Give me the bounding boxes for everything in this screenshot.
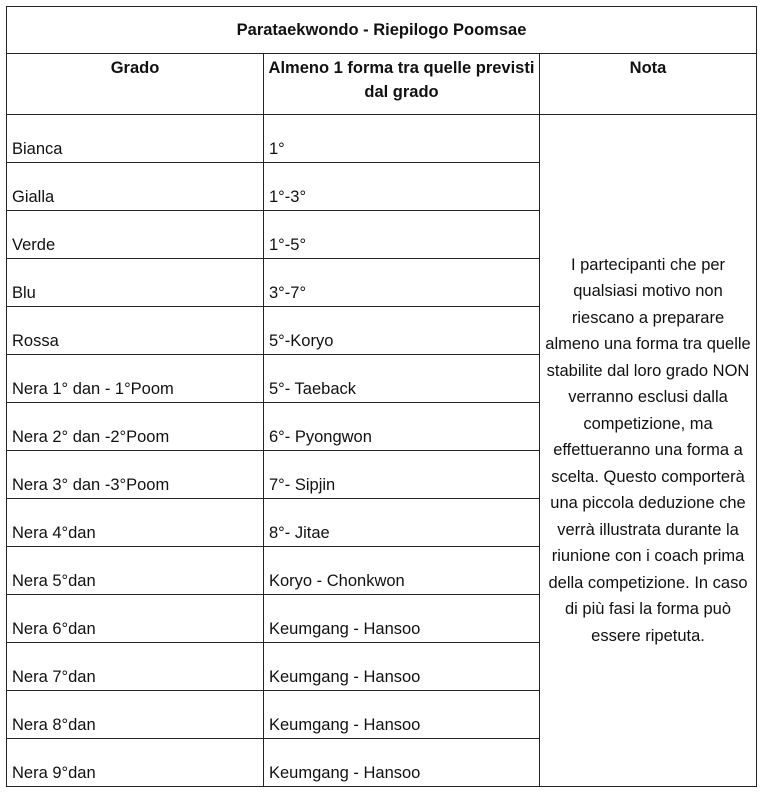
grado-cell: Nera 5°dan xyxy=(7,547,264,595)
header-forma xyxy=(264,54,540,115)
grado-cell: Nera 6°dan xyxy=(7,595,264,643)
poomsae-table xyxy=(6,6,757,787)
grado-cell: Nera 7°dan xyxy=(7,643,264,691)
table-row xyxy=(7,115,757,163)
forma-cell: 1°-5° xyxy=(264,211,540,259)
table-title: Parataekwondo - Riepilogo Poomsae xyxy=(7,7,757,54)
forma-cell: Koryo - Chonkwon xyxy=(264,547,540,595)
forma-cell: 6°- Pyongwon xyxy=(264,403,540,451)
header-nota: Nota xyxy=(540,54,757,115)
grado-cell: Bianca xyxy=(7,115,264,163)
grado-cell: Nera 9°dan xyxy=(7,739,264,787)
header-forma-text: Almeno 1 forma tra quelle previsti dal grado xyxy=(268,59,535,101)
forma-cell: Keumgang - Hansoo xyxy=(264,643,540,691)
forma-cell: 1° xyxy=(264,115,540,163)
forma-cell: 7°- Sipjin xyxy=(264,451,540,499)
title-row xyxy=(7,7,757,54)
grado-cell: Nera 3° dan -3°Poom xyxy=(7,451,264,499)
forma-cell: Keumgang - Hansoo xyxy=(264,691,540,739)
header-grado: Grado xyxy=(7,54,264,115)
grado-cell: Nera 4°dan xyxy=(7,499,264,547)
forma-cell: 1°-3° xyxy=(264,163,540,211)
grado-cell: Blu xyxy=(7,259,264,307)
forma-cell: 3°-7° xyxy=(264,259,540,307)
forma-cell: 5°- Taeback xyxy=(264,355,540,403)
forma-cell: 5°-Koryo xyxy=(264,307,540,355)
forma-cell: Keumgang - Hansoo xyxy=(264,595,540,643)
grado-cell: Nera 8°dan xyxy=(7,691,264,739)
grado-cell: Verde xyxy=(7,211,264,259)
grado-cell: Nera 1° dan - 1°Poom xyxy=(7,355,264,403)
nota-cell: I partecipanti che per qualsiasi motivo non riescano a preparare almeno una forma tra quelle stabilite dal loro grado NON verranno esclusi dalla competizione, ma effettueranno una forma a scelta. Questo comporterà una piccola deduzione che verrà illustrata durante la riunione con i coach prima della competizione. In caso di più fasi la forma può essere ripetuta. xyxy=(540,115,757,787)
forma-cell: Keumgang - Hansoo xyxy=(264,739,540,787)
grado-cell: Gialla xyxy=(7,163,264,211)
forma-cell: 8°- Jitae xyxy=(264,499,540,547)
header-row xyxy=(7,54,757,115)
grado-cell: Nera 2° dan -2°Poom xyxy=(7,403,264,451)
grado-cell: Rossa xyxy=(7,307,264,355)
